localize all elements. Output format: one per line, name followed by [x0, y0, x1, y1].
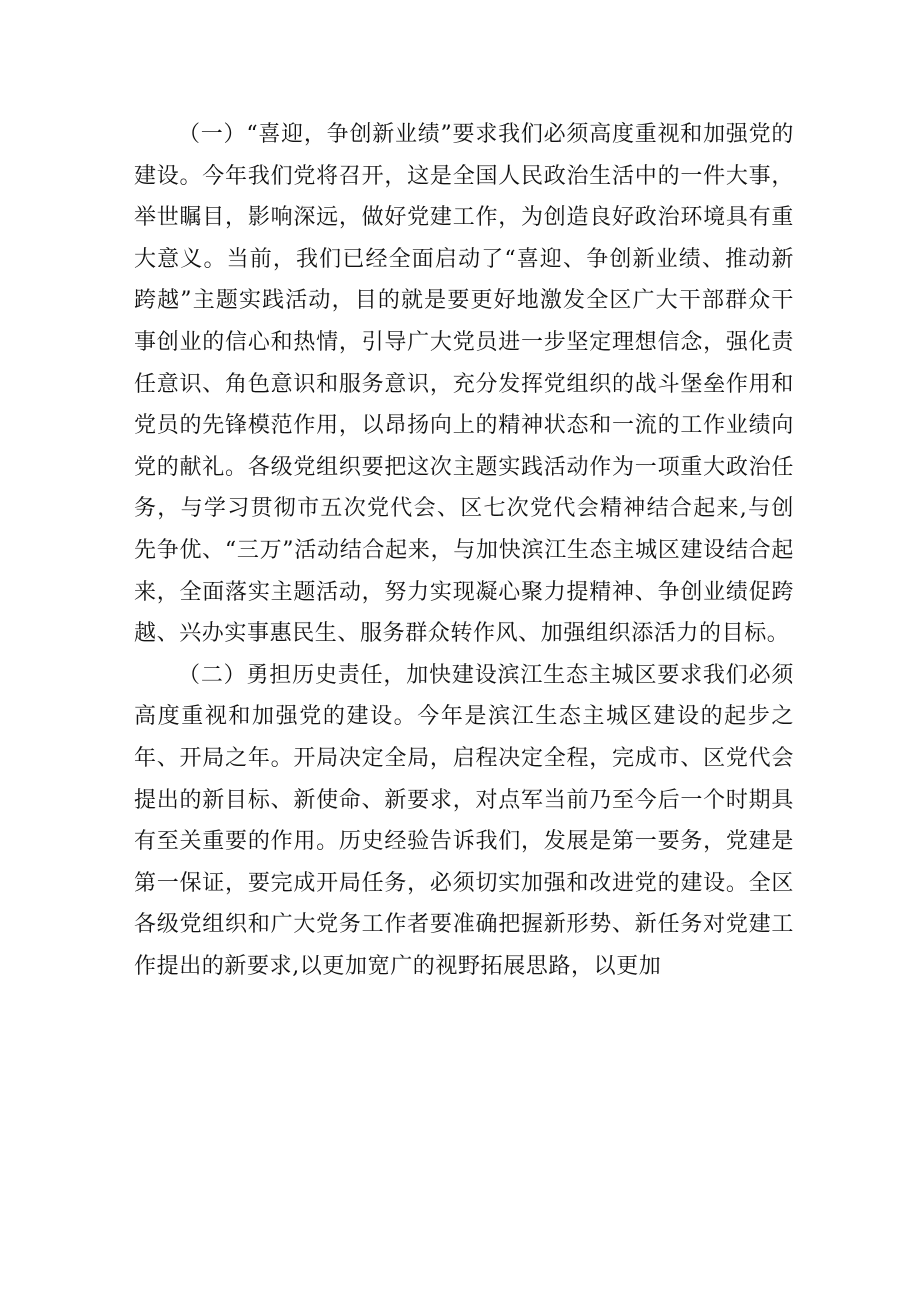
- document-body: [134, 114, 794, 987]
- paragraph-2: （二）勇担历史责任，加快建设滨江生态主城区要求我们必须高度重视和加强党的建设。今年是滨江生态主城区建设的起步之年、开局之年。开局决定全局，启程决定全程，完成市、区党代会提出的新目标、新使命、新要求，对点军当前乃至今后一个时期具有至关重要的作用。历史经验告诉我们，发展是第一要务，党建是第一保证，要完成开局任务，必须切实加强和改进党的建设。全区各级党组织和广大党务工作者要准确把握新形势、新任务对党建工作提出的新要求,以更加宽广的视野拓展思路，以更加: [134, 662, 794, 979]
- paragraph-1: （一）“喜迎，争创新业绩”要求我们必须高度重视和加强党的建设。今年我们党将召开，这是全国人民政治生活中的一件大事，举世瞩目，影响深远，做好党建工作，为创造良好政治环境具有重大意义。当前，我们已经全面启动了“喜迎、争创新业绩、推动新跨越”主题实践活动，目的就是要更好地激发全区广大干部群众干事创业的信心和热情，引导广大党员进一步坚定理想信念，强化责任意识、角色意识和服务意识，充分发挥党组织的战斗堡垒作用和党员的先锋模范作用，以昂扬向上的精神状态和一流的工作业绩向党的献礼。各级党组织要把这次主题实践活动作为一项重大政治任务，与学习贯彻市五次党代会、区七次党代会精神结合起来,与创先争优、“三万”活动结合起来，与加快滨江生态主城区建设结合起来，全面落实主题活动，努力实现凝心聚力提精神、争创业绩促跨越、兴办实事惠民生、服务群众转作风、加强组织添活力的目标。: [134, 122, 794, 647]
